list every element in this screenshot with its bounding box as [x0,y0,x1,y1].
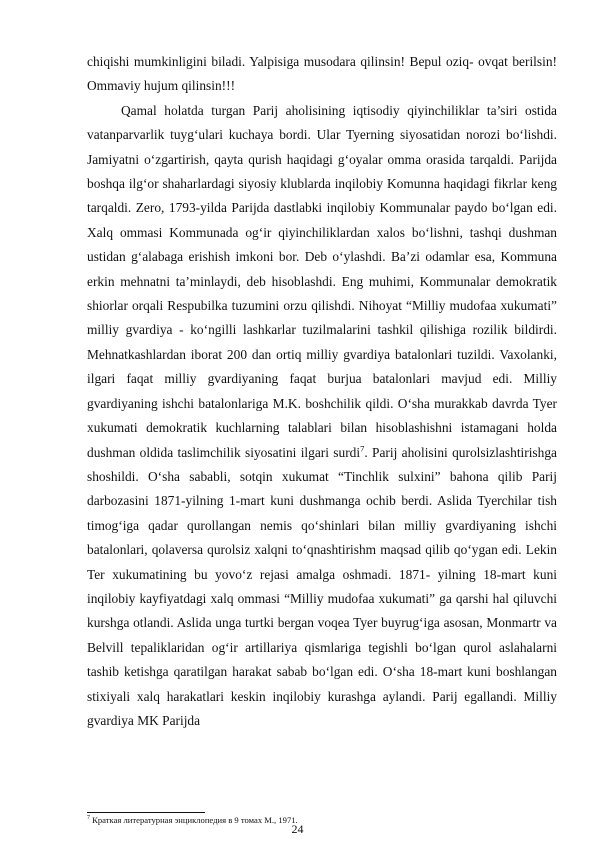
footnote-reference[interactable]: 7 [360,443,365,454]
paragraph-2-text-b: . Parij aholisini qurolsizlashtirishga shoshildi. O‘sha sababli, sotqin xukumat “Tinchlik sulxini” bahona qilib Parij darbozasini 1871-yilning 1-mart kuni dushmanga ochib berdi. Aslida Tyerchilar tish timog‘iga qadar qurollangan nemis qo‘shinlari bilan milliy gvardiyaning ishchi batalonlari, qolaversa qurolsiz xalqni to‘qnashtirishm maqsad qilib qo‘ygan edi. Lekin Ter xukumatining bu yovo‘z rejasi amalga oshmadi. 1871- yilning 18-mart kuni inqilobiy kayfiyatdagi xalq ommasi “Milliy mudofaa xukumati” ga qarshi hal qiluvchi kurshga otlandi. Aslida unga turtki bergan voqea Tyer buyrug‘iga asosan, Monmartr va Belvill tepaliklaridan og‘ir artillariya qismlariga tegishli bo‘lgan qurol aslahalarni tashib ketishga qaratilgan harakat sabab bo‘lgan edi. O‘sha 18-mart kuni boshlangan stixiyali xalq harakatlari keskin inqilobiy kurashga aylandi. Parij egallandi. Milliy gvardiya MK Parijda [87,444,557,728]
document-body [87,50,557,733]
footnote-number: 7 [87,815,90,821]
paragraph-2-text-a: Qamal holatda turgan Parij aholisining iqtisodiy qiyinchiliklar ta’siri ostida vatanparvarlik tuyg‘ulari kuchaya bordi. Ular Tyerning siyosatidan norozi bo‘lishdi. Jamiyatni o‘zgartirish, qayta qurish haqidagi g‘oyalar omma orasida tarqaldi. Parijda boshqa ilg‘or shaharlardagi siyosiy klublarda inqilobiy Komunna haqidagi fikrlar keng tarqaldi. Zero, 1793-yilda Parijda dastlabki inqilobiy Kommunalar paydo bo‘lgan edi. Xalq ommasi Kommunada og‘ir qiyinchiliklardan xalos bo‘lishni, tashqi dushman ustidan g‘alabaga erishish imkoni bor. Deb o‘ylashdi. Ba’zi odamlar esa, Kommuna erkin mehnatni ta’minlaydi, deb hisoblashdi. Eng muhimi, Kommunalar demokratik shiorlar orqali Respubilka tuzumini orzu qilishdi. Nihoyat “Milliy mudofaa xukumati” milliy gvardiya - ko‘ngilli lashkarlar tuzilmalarini tashkil qilishiga rozilik bildirdi. Mehnatkashlardan iborat 200 dan ortiq milliy gvardiya batalonlari tuzildi. Vaxolanki, ilgari faqat milliy gvardiyaning faqat burjua batalonlari mavjud edi. Milliy gvardiyaning ishchi batalonlariga M.K. boshchilik qildi. O‘sha murakkab davrda Tyer xukumati demokratik kuchlarning talablari bilan hisoblashishni istamagani holda dushman oldida taslimchilik siyosatini ilgari surdi [87,102,557,460]
page-number: 24 [291,822,304,836]
paragraph-1: chiqishi mumkinligini biladi. Yalpisiga musodara qilinsin! Bepul oziq- ovqat berilsin! Ommaviy hujum qilinsin!!! [87,54,557,94]
paragraph-2 [87,99,557,734]
footnote-text: Краткая литературная энциклопедия в 9 томах М., 1971. [90,814,298,825]
